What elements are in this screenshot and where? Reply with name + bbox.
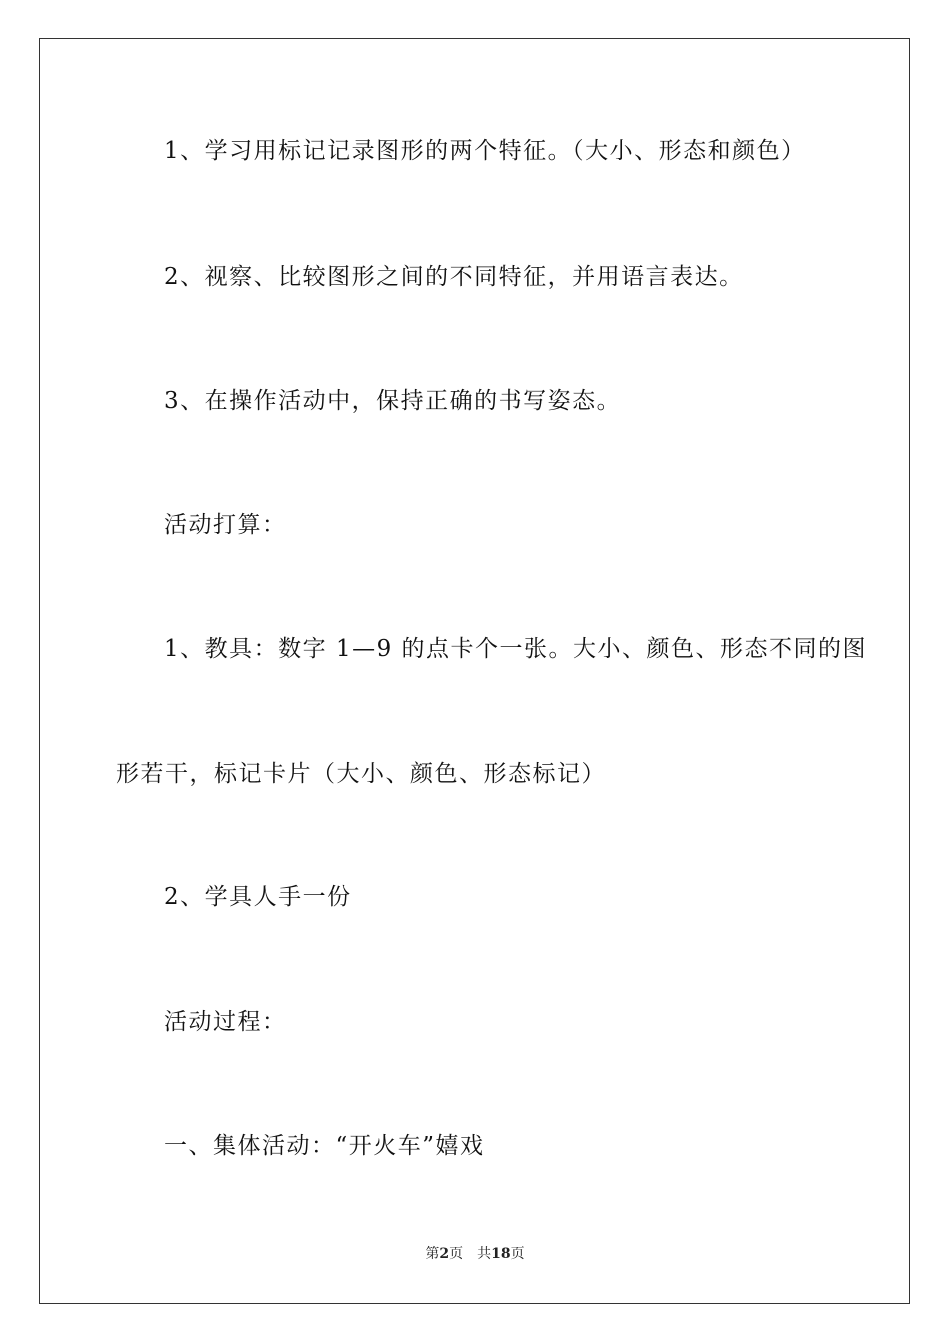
page-border [39, 38, 910, 1304]
goal-item-3: 3、在操作活动中，保持正确的书写姿态。 [164, 388, 622, 414]
footer-total-pages: 18 [491, 1246, 511, 1262]
footer-page-number: 2 [439, 1246, 450, 1262]
footer-total-prefix: 共 [477, 1246, 492, 1262]
goal-item-1: 1、学习用标记记录图形的两个特征。（大小、形态和颜色） [164, 138, 806, 164]
preparation-item-2: 2、学具人手一份 [164, 884, 352, 910]
preparation-item-1: 1、教具：数字 1—9 的点卡个一张。大小、颜色、形态不同的图 [164, 636, 868, 662]
preparation-item-1-continued: 形若干，标记卡片（大小、颜色、形态标记） [116, 761, 606, 787]
footer-page-prefix: 第 [425, 1246, 440, 1262]
goal-item-2: 2、视察、比较图形之间的不同特征，并用语言表达。 [164, 264, 744, 290]
footer-total-suffix: 页 [510, 1246, 525, 1262]
page-footer [0, 1245, 950, 1263]
footer-page-suffix: 页 [449, 1246, 464, 1262]
process-step-1: 一、集体活动：“开火车”嬉戏 [164, 1133, 485, 1159]
section-heading-process: 活动过程： [164, 1009, 287, 1035]
section-heading-preparation: 活动打算： [164, 512, 287, 538]
